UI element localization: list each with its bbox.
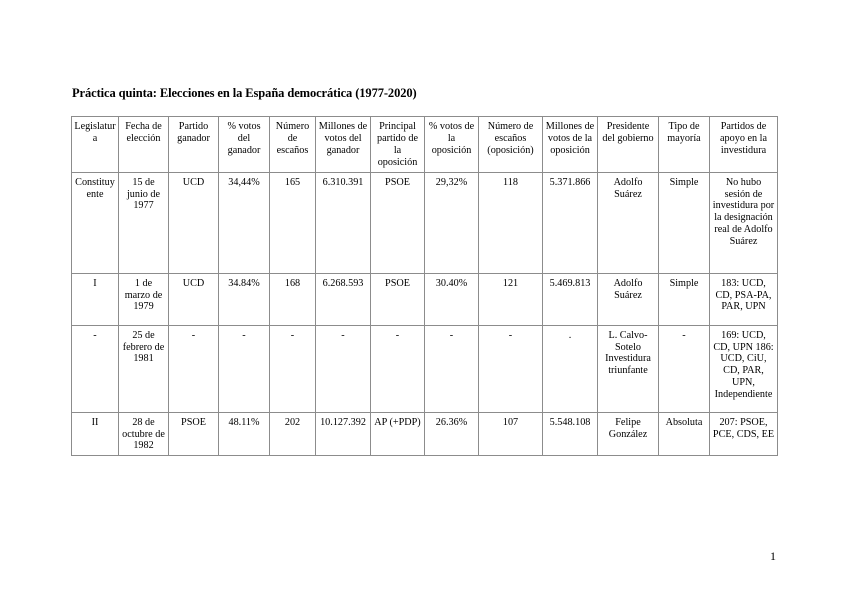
table-cell: 15 de junio de 1977	[119, 172, 169, 273]
header-cell: Tipo de mayoría	[659, 117, 710, 173]
header-cell: Presidente del gobierno	[598, 117, 659, 173]
table-cell: PSOE	[371, 172, 425, 273]
table-cell: PSOE	[169, 412, 219, 456]
elections-table	[71, 116, 778, 456]
table-cell: 168	[270, 273, 316, 325]
table-cell: 48.11%	[219, 412, 270, 456]
table-cell: UCD	[169, 273, 219, 325]
table-cell: 29,32%	[425, 172, 479, 273]
header-cell: % votos de la oposición	[425, 117, 479, 173]
table-row	[72, 273, 778, 325]
table-cell: 118	[479, 172, 543, 273]
table-cell: No hubo sesión de investidura por la designación real de Adolfo Suárez	[710, 172, 778, 273]
table-row	[72, 412, 778, 456]
table-cell: 5.548.108	[543, 412, 598, 456]
table-cell: 183: UCD, CD, PSA-PA, PAR, UPN	[710, 273, 778, 325]
table-cell: 165	[270, 172, 316, 273]
table-cell: 25 de febrero de 1981	[119, 325, 169, 412]
table-cell: 6.268.593	[316, 273, 371, 325]
table-cell: 107	[479, 412, 543, 456]
header-cell: Número de escaños (oposición)	[479, 117, 543, 173]
header-cell: Legislatura	[72, 117, 119, 173]
table-cell: -	[72, 325, 119, 412]
table-cell: 5.469.813	[543, 273, 598, 325]
table-cell: 6.310.391	[316, 172, 371, 273]
header-cell: Partido ganador	[169, 117, 219, 173]
table-cell: -	[479, 325, 543, 412]
table-cell: II	[72, 412, 119, 456]
table-cell: Simple	[659, 172, 710, 273]
header-cell: Número de escaños	[270, 117, 316, 173]
table-cell: Adolfo Suárez	[598, 172, 659, 273]
table-cell: -	[270, 325, 316, 412]
header-cell: Partidos de apoyo en la investidura	[710, 117, 778, 173]
table-cell: -	[659, 325, 710, 412]
table-cell: Simple	[659, 273, 710, 325]
table-cell: 5.371.866	[543, 172, 598, 273]
table-cell: -	[371, 325, 425, 412]
table-cell: Absoluta	[659, 412, 710, 456]
table-cell: 169: UCD, CD, UPN 186: UCD, CiU, CD, PAR, UPN, Independiente	[710, 325, 778, 412]
header-cell: Millones de votos de la oposición	[543, 117, 598, 173]
table-cell: 34,44%	[219, 172, 270, 273]
table-cell: 202	[270, 412, 316, 456]
table-row	[72, 325, 778, 412]
table-cell: Constituyente	[72, 172, 119, 273]
header-cell: % votos del ganador	[219, 117, 270, 173]
table-cell: 34.84%	[219, 273, 270, 325]
table-cell: I	[72, 273, 119, 325]
page-title: Práctica quinta: Elecciones en la España democrática (1977-2020)	[72, 86, 417, 100]
table-cell: -	[219, 325, 270, 412]
table-cell: -	[169, 325, 219, 412]
header-cell: Principal partido de la oposición	[371, 117, 425, 173]
table-cell: 26.36%	[425, 412, 479, 456]
table-cell: Felipe González	[598, 412, 659, 456]
header-cell: Millones de votos del ganador	[316, 117, 371, 173]
table-cell: 28 de octubre de 1982	[119, 412, 169, 456]
table-cell: Adolfo Suárez	[598, 273, 659, 325]
table-cell: AP (+PDP)	[371, 412, 425, 456]
table-cell: 1 de marzo de 1979	[119, 273, 169, 325]
table-cell: -	[316, 325, 371, 412]
header-cell: Fecha de elección	[119, 117, 169, 173]
table-cell: L. Calvo-Sotelo Investidura triunfante	[598, 325, 659, 412]
table-cell: UCD	[169, 172, 219, 273]
table-cell: 121	[479, 273, 543, 325]
table-cell: .	[543, 325, 598, 412]
page-number: 1	[770, 549, 776, 563]
table-cell: 30.40%	[425, 273, 479, 325]
table-cell: 10.127.392	[316, 412, 371, 456]
table-cell: -	[425, 325, 479, 412]
table-cell: 207: PSOE, PCE, CDS, EE	[710, 412, 778, 456]
table-header-row	[72, 117, 778, 173]
table-row	[72, 172, 778, 273]
table-cell: PSOE	[371, 273, 425, 325]
